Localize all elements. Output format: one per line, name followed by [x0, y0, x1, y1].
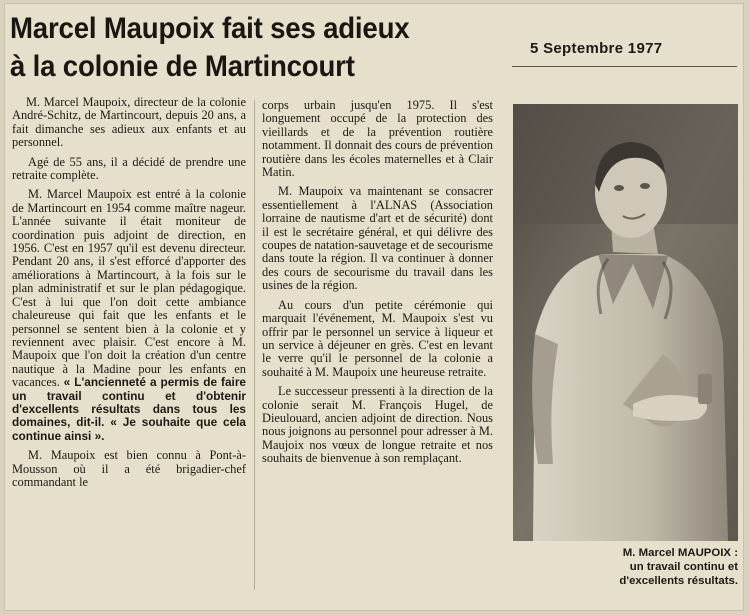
paragraph-text: M. Marcel Maupoix est entré à la colonie de Martincourt en 1954 comme maître nageur. L'année suivante il était moniteur de coordination puis adjoint de direction, en 1956. C'est en 1957 qu'il est devenu directeur. Pendant 20 ans, il s'est efforcé d'apporter des améliorations à Martincourt, à la fois sur le plan administratif et sur le plan pédagogique. C'est à lui que l'on doit cette ambiance chaleureuse qui fait que les enfants et le personnel se sentent bien à la colonie et y reviennent avec plaisir. C'est encore à M. Maupoix que l'on doit la création d'un centre nautique à la Madine pour les enfants en vacances. — [12, 187, 246, 390]
quote-bold: « L'ancienneté a permis de faire un travail continu et d'obtenir d'excellents résultats dans tous les domaines, dit-il. « Je souhaite que cela continue ainsi ». — [12, 375, 246, 443]
headline-line-1: Marcel Maupoix fait ses adieux — [10, 12, 410, 45]
column-divider — [254, 100, 255, 590]
date-underline — [512, 66, 737, 67]
caption-line: un travail continu et — [629, 561, 738, 573]
paragraph — [12, 188, 246, 443]
publication-date: 5 Septembre 1977 — [530, 40, 663, 57]
article-headline — [10, 10, 470, 86]
photo-caption — [513, 546, 738, 588]
paragraph: Agé de 55 ans, il a décidé de prendre une retraite complète. — [12, 154, 246, 183]
article-column-1 — [12, 96, 246, 495]
caption-line: d'excellents résultats. — [619, 575, 738, 587]
caption-line: M. Marcel MAUPOIX : — [622, 547, 738, 559]
paragraph: corps urbain jusqu'en 1975. Il s'est longuement occupé de la protection des vieillards et de la prévention routière notamment. Il donnait des cours de prévention routière dans les écoles maternelles et à Clair Matin. — [262, 98, 493, 180]
headline-line-2: à la colonie de Martincourt — [10, 50, 355, 83]
paragraph: M. Marcel Maupoix, directeur de la colonie André-Schitz, de Martincourt, depuis 20 ans, a fait dimanche ses adieux aux enfants et au personnel. — [12, 95, 246, 150]
portrait-illustration — [513, 104, 738, 541]
paragraph: M. Maupoix va maintenant se consacrer essentiellement à l'ALNAS (Association lorraine de nautisme d'art et de sécurité) dont il est le secrétaire général, et qui délivre des coupes de natation-sauvetage et de secourisme dans toute la région. Il va continuer à donner des cours de secourisme du travail dans les usines de la région. — [262, 184, 493, 293]
paragraph: M. Maupoix est bien connu à Pont-à-Mousson où il a été brigadier-chef commandant le — [12, 448, 246, 489]
paragraph: Le successeur pressenti à la direction de la colonie serait M. François Hugel, de Dieulouard, ancien adjoint de direction. Nous nous joignons au personnel pour adresser à M. Maujoix nos vœux de longue retraite et nos souhaits de bienvenue à son remplaçant. — [262, 384, 493, 466]
portrait-photo — [513, 104, 738, 541]
article-column-2 — [262, 99, 493, 472]
paragraph: Au cours d'un petite cérémonie qui marquait l'événement, M. Maupoix s'est vu offrir par le personnel un service à liqueur et un service à déjeuner en grès. C'est en levant le verre qu'il le personnel de la colonie a souhaité à M. Maupoix une heureuse retraite. — [262, 297, 493, 379]
